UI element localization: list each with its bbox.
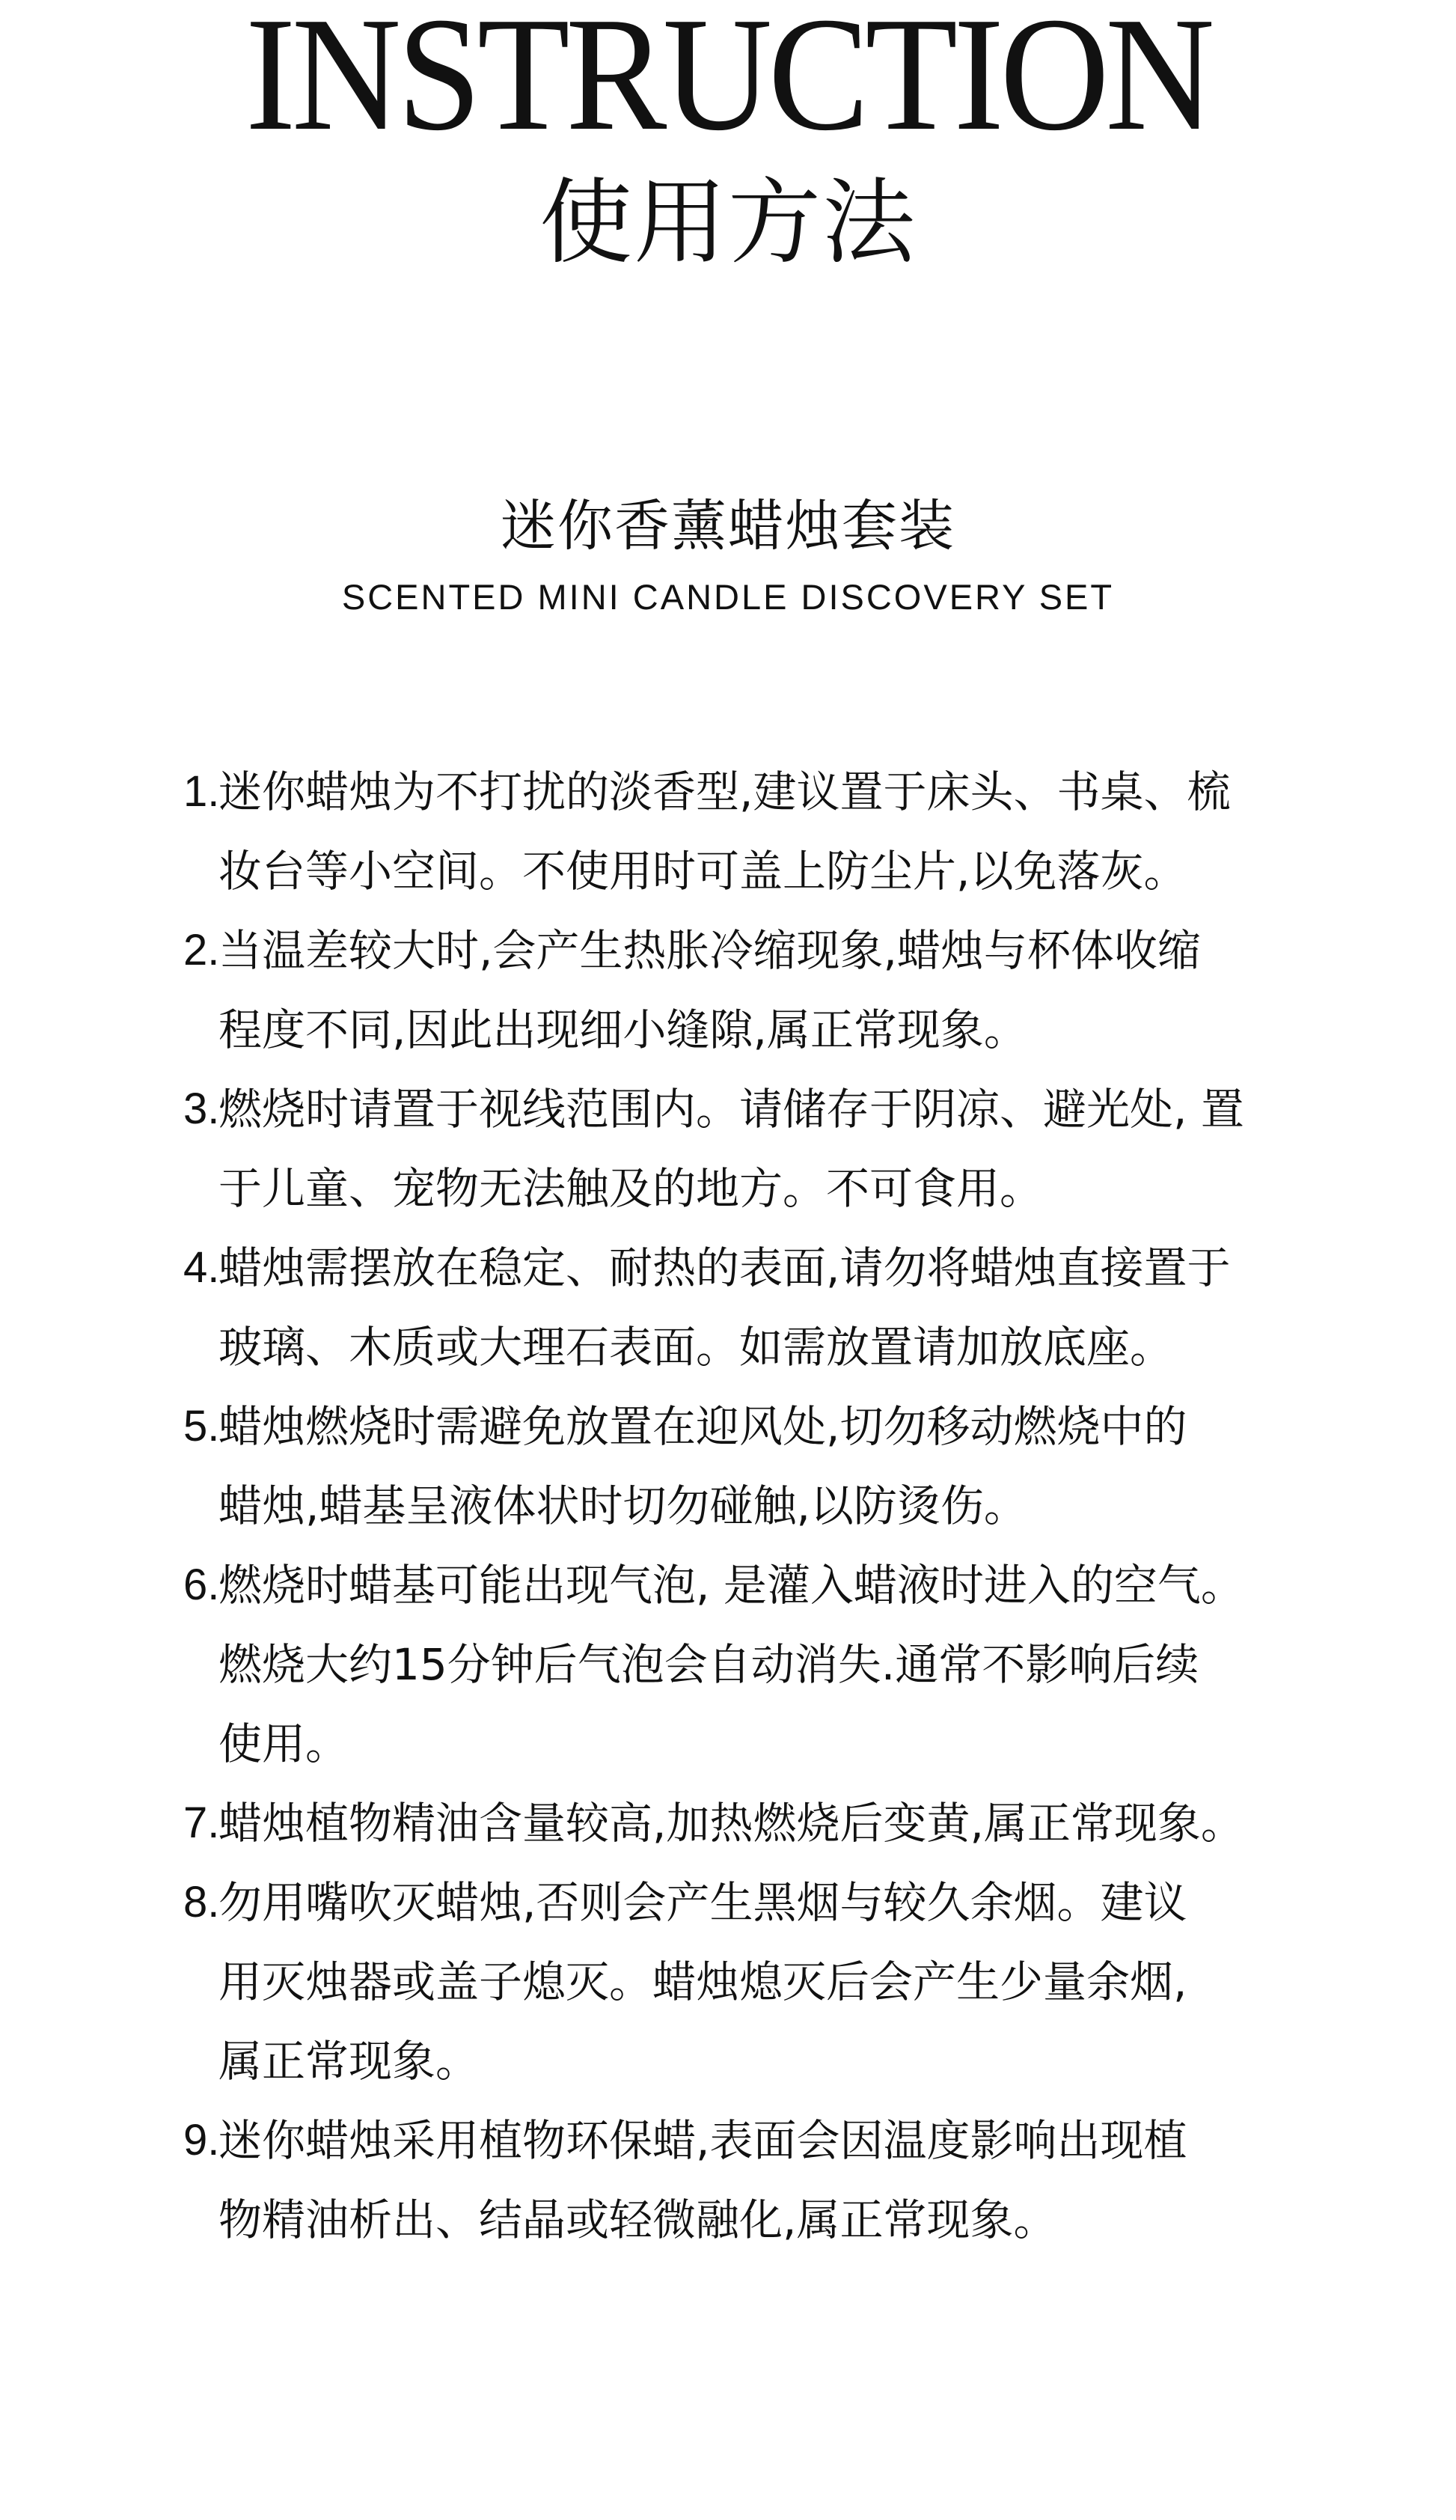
instruction-number: 1. xyxy=(183,767,220,816)
instruction-number: 3. xyxy=(183,1084,220,1133)
instruction-number: 2. xyxy=(183,926,220,974)
instruction-text-line: 燃烧时请置于视线范围内。请储存于阴凉、避光处, 置 xyxy=(218,1084,1244,1135)
instruction-text-line: 勿用嘴吹灭蜡烛,否则会产生黑烟与较久余烟。建议 xyxy=(218,1877,1187,1928)
instruction-number: 4. xyxy=(183,1243,220,1292)
instruction-text-line: 迷你蜡烛采用植物环保蜡,表面会因温度影响出现植 xyxy=(218,2115,1187,2166)
instruction-list xyxy=(183,752,1291,2260)
instruction-item xyxy=(183,911,1291,1070)
product-name-zh: 迷你香薰蜡烛套装 xyxy=(501,494,955,558)
page-title-en: INSTRUCTION xyxy=(245,0,1211,165)
instruction-item xyxy=(183,2101,1291,2260)
instruction-number: 8. xyxy=(183,1878,220,1926)
instruction-text-line: 蜡烛燃烧时需避免放置在迎风处,切勿移动燃烧中的 xyxy=(218,1401,1187,1452)
product-name-en: SCENTED MINI CANDLE DISCOVERY SET xyxy=(341,577,1115,617)
page-title-zh: 使用方法 xyxy=(539,169,917,277)
instruction-text-line: 用灭烛器或盖子熄灭。蜡烛熄灭后会产生少量余烟, xyxy=(218,1956,1187,2007)
instruction-number: 9. xyxy=(183,2116,220,2164)
instruction-text-line: 燃烧时蜡基可能出现气泡, 是灌入蜡液时进入的空气。 xyxy=(218,1560,1244,1611)
instruction-number: 7. xyxy=(183,1799,220,1847)
instruction-text-line: 使用。 xyxy=(218,1718,349,1769)
instruction-text-line: 玻璃、木质或大理石表面。如需放置请加放底座。 xyxy=(218,1322,1174,1373)
instruction-text-line: 物精油析出、结晶或轻微融化,属正常现象。 xyxy=(218,2194,1057,2245)
instruction-item xyxy=(183,1784,1291,1863)
instruction-item xyxy=(183,1387,1291,1546)
instruction-text-line: 妆台等小空间。不使用时可盖上防尘片,以免落灰。 xyxy=(218,846,1187,897)
instruction-item xyxy=(183,1228,1291,1387)
instruction-text-line: 于儿童、宠物无法触及的地方。不可食用。 xyxy=(218,1163,1044,1214)
instruction-item xyxy=(183,1546,1291,1784)
instruction-text-line: 迷你蜡烛为不打扰的淡香型,建议置于床头、书桌、梳 xyxy=(218,766,1231,817)
instruction-text-line: 燃烧大约15分钟后气泡会自动消失.通常不影响后续 xyxy=(218,1639,1199,1690)
instruction-text-line: 属正常现象。 xyxy=(218,2036,480,2087)
instruction-number: 6. xyxy=(183,1560,220,1609)
instruction-text-line: 当温差较大时,会产生热胀冷缩现象,蜡烛与杯体收缩 xyxy=(218,925,1201,976)
instruction-item xyxy=(183,1863,1291,2101)
instruction-text-line: 蜡烛,蜡基呈液体状时切勿碰触,以防烫伤。 xyxy=(218,1480,1027,1531)
instruction-text-line: 程度不同,因此出现细小缝隙,属正常现象。 xyxy=(218,1004,1027,1055)
instruction-item xyxy=(183,1070,1291,1228)
instruction-number: 5. xyxy=(183,1402,220,1450)
instruction-text-line: 蜡烛植物精油含量较高,加热燃烧后变黄,属正常现象。 xyxy=(218,1798,1244,1849)
instruction-item xyxy=(183,752,1291,911)
instruction-text-line: 蜡烛需摆放在稳定、耐热的表面,请勿将蜡烛直接置于 xyxy=(218,1242,1231,1293)
